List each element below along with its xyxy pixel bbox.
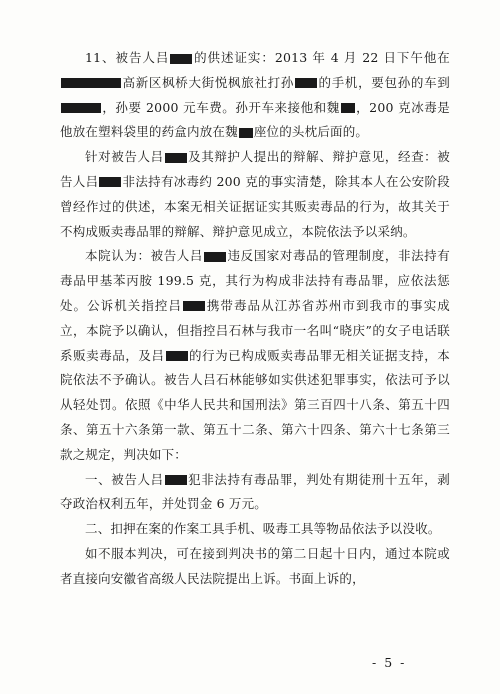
paragraph-appeal-notice <box>60 542 450 592</box>
text-segment: 携带毒品从江苏省苏州市到我市的事实成立，本院予以确认，但指控吕石林与我市一名叫“晓庆”的女子电话联系贩卖毒品，及吕 <box>60 297 450 363</box>
redaction-box <box>183 301 205 311</box>
text-segment: 如不服本判决，可在接到判决书的第二日起十日内，通过本院或者直接向安徽省高级人民法院提出上诉。书面上诉的， <box>60 545 450 586</box>
redaction-box <box>204 252 226 262</box>
paragraph-testimony <box>60 46 450 145</box>
redaction-box <box>166 351 188 361</box>
text-segment: 的行为已构成贩卖毒品罪无相关证据支持，本院依法不予确认。被告人吕石林能够如实供述犯罪事实，依法可予以从轻处罚。依照《中华人民共和国刑法》第三百四十八条、第五十四条、第五十六条第一款、第五十二条、第六十四条、第六十七条第三款之规定，判决如下： <box>60 347 450 462</box>
paragraph-verdict-one <box>60 468 450 518</box>
text-segment: 及其辩护人提出的辩解、辩护意见，经查：被告人吕 <box>60 149 450 189</box>
page-number: - 5 - <box>372 655 407 670</box>
redaction-box <box>99 177 121 187</box>
text-segment: 11、被告人吕 <box>85 50 170 65</box>
text-segment: 的手机，要包孙的车到 <box>318 74 450 90</box>
redaction-box <box>165 475 187 485</box>
redaction-box <box>165 153 187 163</box>
text-segment: 本院认为：被告人吕 <box>85 248 204 264</box>
text-segment: 座位的头枕后面的。 <box>253 124 369 140</box>
text-segment: ，孙要 2000 元车费。孙开车来接他和魏 <box>102 99 340 115</box>
text-segment: 一、被告人吕 <box>85 471 164 487</box>
text-segment: 违反国家对毒品的管理制度，非法持有毒品甲基苯丙胺 199.5 克，其行为构成非法持有毒品罪，应依法惩处。公诉机关指控吕 <box>60 248 450 313</box>
text-segment: 二、扣押在案的作案工具手机、吸毒工具等物品依法予以没收。 <box>85 521 441 537</box>
text-segment: 犯非法持有毒品罪，判处有期徒刑十五年，剥夺政治权利五年，并处罚金 6 万元。 <box>60 471 450 512</box>
redaction-box <box>295 78 317 88</box>
document-body <box>60 46 450 592</box>
redaction-box <box>170 54 192 64</box>
paragraph-court-opinion <box>60 244 450 467</box>
redaction-box <box>239 128 253 138</box>
text-segment: 高新区枫桥大街悦枫旅社打孙 <box>122 74 295 90</box>
redaction-box <box>61 103 101 113</box>
paragraph-defense-review <box>60 145 450 244</box>
paragraph-verdict-two <box>60 517 450 542</box>
redaction-box <box>61 78 121 88</box>
text-segment: 非法持有冰毒约 200 克的事实清楚，除其本人在公安阶段曾经作过的供述，本案无相关证据证实其贩卖毒品的行为，故其关于不构成贩卖毒品罪的辩解、辩护意见成立，本院依法予以采纳。 <box>60 173 450 239</box>
text-segment: ，200 克冰毒是他放在塑料袋里的药盒内放在魏 <box>60 99 450 140</box>
text-segment: 针对被告人吕 <box>85 149 164 165</box>
text-segment: 的供述证实：2013 年 4 月 22 日下午他在 <box>193 50 450 65</box>
redaction-box <box>341 103 355 113</box>
